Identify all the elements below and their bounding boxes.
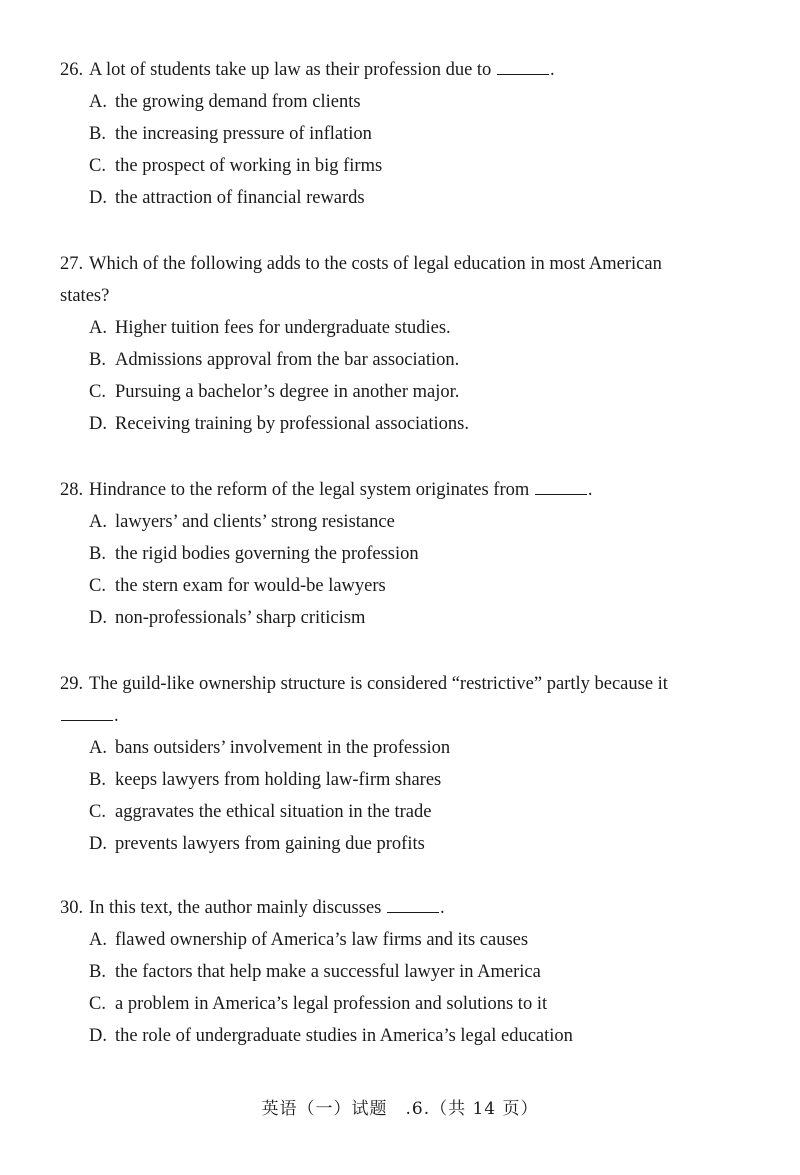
option-list: [60, 732, 740, 860]
option-letter: D.: [89, 608, 107, 628]
question-stem: [60, 248, 740, 312]
option-letter: D.: [89, 414, 107, 434]
option-b: [89, 956, 740, 988]
stem-text-line1: The guild-like ownership structure is considered “restrictive” partly because it: [89, 674, 668, 694]
answer-blank: [535, 478, 587, 495]
option-d: [89, 408, 740, 440]
option-d: [89, 828, 740, 860]
option-a: [89, 86, 740, 118]
option-letter: A.: [89, 318, 107, 338]
stem-text: Hindrance to the reform of the legal system originates from: [89, 480, 530, 500]
stem-end: .: [587, 480, 593, 500]
option-letter: D.: [89, 834, 107, 854]
option-letter: C.: [89, 156, 106, 176]
stem-text-line2: states?: [60, 286, 110, 306]
stem-text: A lot of students take up law as their profession due to: [89, 60, 492, 80]
option-text: aggravates the ethical situation in the trade: [115, 802, 432, 822]
question-27: [60, 248, 740, 440]
option-letter: A.: [89, 92, 107, 112]
option-d: [89, 602, 740, 634]
option-letter: D.: [89, 188, 107, 208]
option-list: [60, 924, 740, 1052]
question-30: [60, 892, 740, 1052]
stem-end: .: [114, 706, 119, 726]
option-b: [89, 118, 740, 150]
option-a: [89, 312, 740, 344]
option-d: [89, 182, 740, 214]
option-text: prevents lawyers from gaining due profits: [115, 834, 425, 854]
option-list: [60, 312, 740, 440]
option-text: the role of undergraduate studies in America’s legal education: [115, 1026, 573, 1046]
option-letter: B.: [89, 962, 106, 982]
option-letter: A.: [89, 512, 107, 532]
question-stem: [60, 474, 740, 506]
option-b: [89, 344, 740, 376]
option-text: non-professionals’ sharp criticism: [115, 608, 366, 628]
question-stem: [60, 668, 740, 732]
option-text: Pursuing a bachelor’s degree in another major.: [115, 382, 460, 402]
question-29: [60, 668, 740, 860]
question-number: 29.: [60, 674, 84, 694]
option-letter: B.: [89, 350, 106, 370]
option-text: Higher tuition fees for undergraduate studies.: [115, 318, 451, 338]
option-list: [60, 86, 740, 214]
option-text: the rigid bodies governing the profession: [115, 544, 419, 564]
option-c: [89, 570, 740, 602]
stem-end: .: [440, 898, 445, 918]
option-text: bans outsiders’ involvement in the profession: [115, 738, 451, 758]
stem-end: .: [549, 60, 555, 80]
option-c: [89, 988, 740, 1020]
option-c: [89, 376, 740, 408]
page-footer: 英语（一）试题 .6.（共 14 页）: [261, 1099, 539, 1119]
option-text: the growing demand from clients: [115, 92, 361, 112]
option-text: the prospect of working in big firms: [115, 156, 383, 176]
question-stem: [60, 54, 740, 86]
option-text: keeps lawyers from holding law-firm shares: [115, 770, 442, 790]
option-letter: B.: [89, 544, 106, 564]
stem-blank-line: [89, 700, 740, 732]
option-d: [89, 1020, 740, 1052]
question-number: 26.: [60, 60, 84, 80]
answer-blank: [61, 704, 113, 721]
option-text: the stern exam for would-be lawyers: [115, 576, 386, 596]
question-number: 27.: [60, 254, 84, 274]
answer-blank: [387, 896, 439, 913]
option-letter: D.: [89, 1026, 107, 1046]
option-text: the factors that help make a successful lawyer in America: [115, 962, 541, 982]
option-text: lawyers’ and clients’ strong resistance: [115, 512, 395, 532]
option-text: the attraction of financial rewards: [115, 188, 365, 208]
stem-text-line1: Which of the following adds to the costs of legal education in most American: [89, 254, 662, 274]
option-a: [89, 506, 740, 538]
option-letter: C.: [89, 802, 106, 822]
question-number: 30.: [60, 898, 84, 918]
question-28: [60, 474, 740, 634]
option-text: Admissions approval from the bar association.: [115, 350, 460, 370]
option-text: flawed ownership of America’s law firms and its causes: [115, 930, 529, 950]
option-a: [89, 732, 740, 764]
option-text: Receiving training by professional associations.: [115, 414, 469, 434]
option-text: a problem in America’s legal profession and solutions to it: [115, 994, 548, 1014]
question-26: [60, 54, 740, 214]
option-letter: B.: [89, 124, 106, 144]
question-number: 28.: [60, 480, 84, 500]
option-letter: A.: [89, 930, 107, 950]
option-c: [89, 150, 740, 182]
stem-text: In this text, the author mainly discusses: [89, 898, 382, 918]
answer-blank: [497, 58, 549, 75]
option-letter: B.: [89, 770, 106, 790]
option-b: [89, 764, 740, 796]
option-a: [89, 924, 740, 956]
option-text: the increasing pressure of inflation: [115, 124, 372, 144]
option-letter: C.: [89, 994, 106, 1014]
question-stem: [60, 892, 740, 924]
option-letter: A.: [89, 738, 107, 758]
option-letter: C.: [89, 576, 106, 596]
option-list: [60, 506, 740, 634]
option-c: [89, 796, 740, 828]
option-b: [89, 538, 740, 570]
option-letter: C.: [89, 382, 106, 402]
